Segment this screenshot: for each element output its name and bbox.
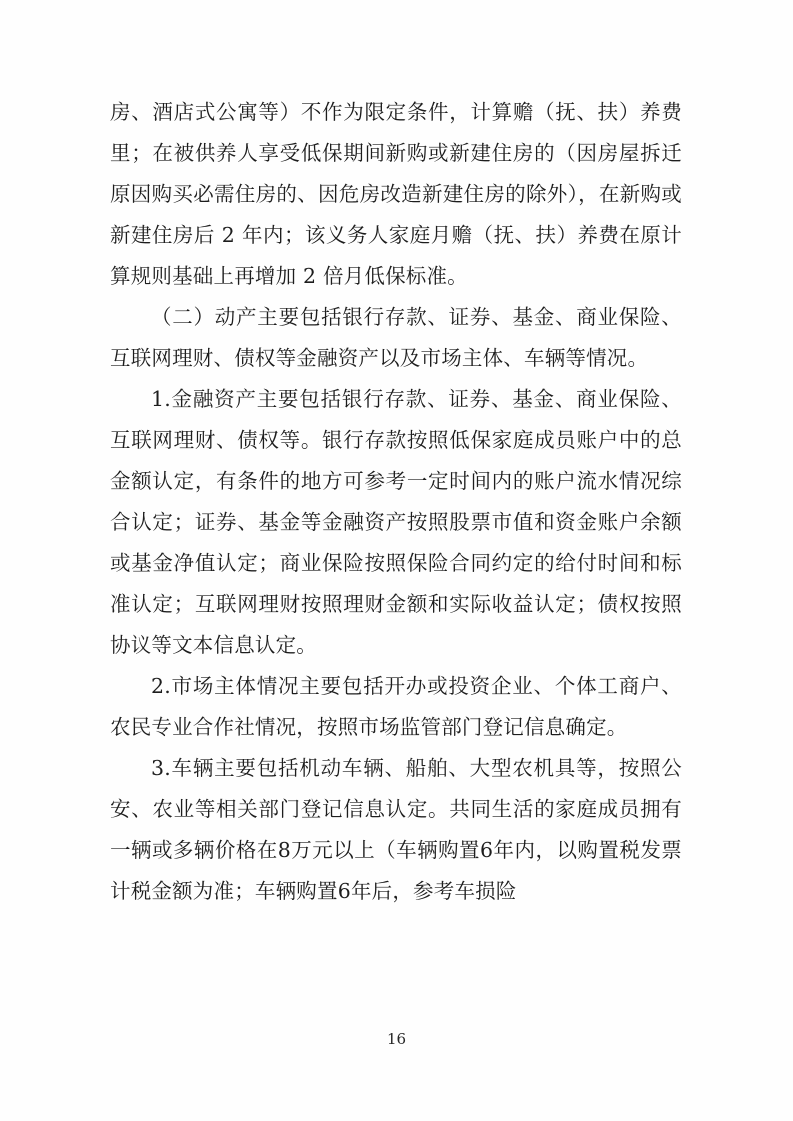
paragraph: 2.市场主体情况主要包括开办或投资企业、个体工商户、农民专业合作社情况，按照市场监管部门登记信息确定。 [110, 674, 682, 739]
paragraph: （二）动产主要包括银行存款、证券、基金、商业保险、互联网理财、债权等金融资产以及市场主体、车辆等情况。 [110, 305, 682, 370]
document-body [110, 92, 682, 912]
paragraph: 3.车辆主要包括机动车辆、船舶、大型农机具等，按照公安、农业等相关部门登记信息认定。共同生活的家庭成员拥有一辆或多辆价格在8万元以上（车辆购置6年内，以购置税发票计税金额为准；车辆购置6年后，参考车损险 [110, 756, 682, 903]
page-number: 16 [386, 1030, 407, 1048]
paragraph: 1.金融资产主要包括银行存款、证券、基金、商业保险、互联网理财、债权等。银行存款按照低保家庭成员账户中的总金额认定，有条件的地方可参考一定时间内的账户流水情况综合认定；证券、基金等金融资产按照股票市值和资金账户余额或基金净值认定；商业保险按照保险合同约定的给付时间和标准认定；互联网理财按照理财金额和实际收益认定；债权按照协议等文本信息认定。 [110, 387, 682, 657]
paragraph: 房、酒店式公寓等）不作为限定条件，计算赡（抚、扶）养费里；在被供养人享受低保期间新购或新建住房的（因房屋拆迁原因购买必需住房的、因危房改造新建住房的除外），在新购或新建住房后 2 年内；该义务人家庭月赡（抚、扶）养费在原计算规则基础上再增加 2 倍月低保标准。 [110, 100, 682, 288]
